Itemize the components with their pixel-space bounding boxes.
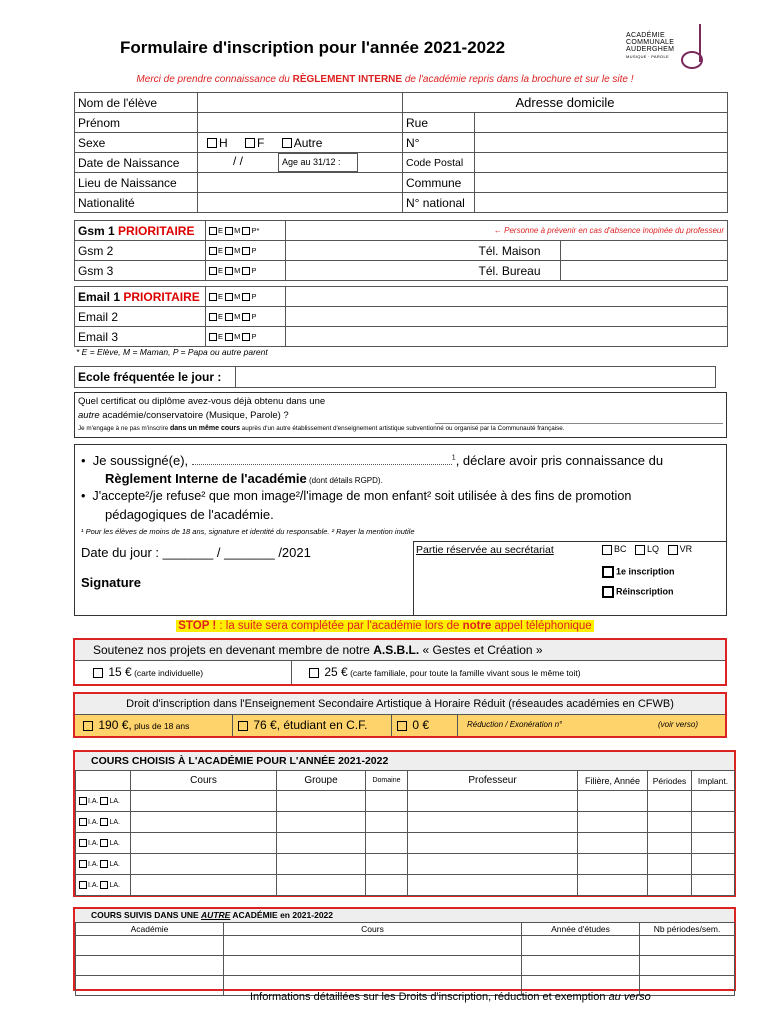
- email1-m-checkbox[interactable]: [225, 293, 233, 301]
- tel-bureau-label: Tél. Bureau: [476, 261, 561, 281]
- email-table: [74, 286, 728, 347]
- tel-maison-field[interactable]: [561, 241, 728, 261]
- secretariat-codes: BC LQ VR: [602, 544, 692, 555]
- autre-box: [73, 907, 736, 991]
- nom-field[interactable]: [198, 93, 403, 113]
- email1-p-checkbox[interactable]: [242, 293, 250, 301]
- email2-p-checkbox[interactable]: [242, 313, 250, 321]
- cours-header: Cours: [131, 771, 277, 791]
- nom-label: Nom de l'élève: [75, 93, 198, 113]
- logo-text: [626, 32, 674, 60]
- commune-label: Commune: [403, 173, 475, 193]
- certificat-field[interactable]: [435, 396, 723, 424]
- rules-notice: Merci de prendre connaissance du RÈGLEMENT INTERNE de l'académie repris dans la brochure et sur le site !: [136, 74, 634, 85]
- gsm2-p-checkbox[interactable]: [242, 247, 250, 255]
- nationalite-field[interactable]: [198, 193, 403, 213]
- email2-who: E M P: [206, 307, 286, 327]
- table-row: I.A. LA.: [76, 875, 735, 896]
- n-national-field[interactable]: [475, 193, 728, 213]
- lieu-label: Lieu de Naissance: [75, 173, 198, 193]
- numero-label: N°: [403, 133, 475, 153]
- logo-line: MUSIQUE · PAROLE: [626, 54, 669, 59]
- reinscription: Réinscription: [602, 586, 674, 598]
- asbl-title: Soutenez nos projets en devenant membre de notre A.S.B.L. « Gestes et Création »: [75, 640, 725, 661]
- date-du-jour[interactable]: Date du jour : _______ / _______ /2021: [81, 545, 311, 560]
- lq-checkbox[interactable]: [635, 545, 645, 555]
- gsm2-who: E M P: [206, 241, 286, 261]
- cours-header: Domaine: [366, 771, 408, 791]
- numero-field[interactable]: [475, 133, 728, 153]
- cours-header: Professeur: [408, 771, 578, 791]
- sexe-options: H F Autre: [198, 133, 403, 153]
- droit-opt1[interactable]: 190 €, plus de 18 ans: [83, 718, 189, 732]
- table-row: I.A. LA.: [76, 791, 735, 812]
- n-national-label: N° national: [403, 193, 475, 213]
- email3-label: Email 3: [75, 327, 206, 347]
- gsm1-label: Gsm 1 PRIORITAIRE: [75, 221, 206, 241]
- voir-verso: (voir verso): [658, 720, 699, 729]
- rue-field[interactable]: [475, 113, 728, 133]
- cours-header: Filière, Année: [578, 771, 648, 791]
- bc-checkbox[interactable]: [602, 545, 612, 555]
- email2-label: Email 2: [75, 307, 206, 327]
- adresse-heading: Adresse domicile: [403, 93, 728, 113]
- gsm3-field[interactable]: [286, 261, 476, 281]
- declaration-bullet2-cont: pédagogiques de l'académie.: [105, 507, 274, 522]
- certificat-box: [74, 392, 727, 438]
- soussigne-field[interactable]: [192, 464, 452, 465]
- nationalite-label: Nationalité: [75, 193, 198, 213]
- date-naissance-label: Date de Naissance: [75, 153, 198, 173]
- email2-m-checkbox[interactable]: [225, 313, 233, 321]
- email1-label: Email 1 PRIORITAIRE: [75, 287, 206, 307]
- droit-title: Droit d'inscription dans l'Enseignement Secondaire Artistique à Horaire Réduit (réseaudes académies en CFWB): [75, 694, 725, 715]
- premiere-inscription: 1e inscription: [602, 566, 675, 578]
- ecole-table: [74, 366, 728, 388]
- gsm1-p-checkbox[interactable]: [242, 227, 250, 235]
- gsm3-p-checkbox[interactable]: [242, 267, 250, 275]
- cours-header: [76, 771, 131, 791]
- form-title: Formulaire d'inscription pour l'année 2021-2022: [120, 38, 506, 57]
- cours-title: COURS CHOISIS À L'ACADÉMIE POUR L'ANNÉE 2021-2022: [75, 752, 734, 771]
- autre-header: Année d'études: [522, 923, 640, 936]
- table-row: [76, 936, 735, 956]
- gsm3-label: Gsm 3: [75, 261, 206, 281]
- autre-header: Académie: [76, 923, 224, 936]
- gsm1-who: E M P*: [206, 221, 286, 241]
- footer-note: Informations détaillées sur les Droits d'inscription, réduction et exemption au verso: [250, 991, 651, 1003]
- gsm2-field[interactable]: [286, 241, 476, 261]
- gsm2-label: Gsm 2: [75, 241, 206, 261]
- secretariat-label: Partie réservée au secrétariat: [416, 544, 554, 556]
- cours-header: Implant.: [692, 771, 735, 791]
- autre-header: Cours: [224, 923, 522, 936]
- ecole-field[interactable]: [236, 367, 716, 388]
- gsm3-m-checkbox[interactable]: [225, 267, 233, 275]
- commune-field[interactable]: [475, 173, 728, 193]
- gsm-table: [74, 220, 728, 281]
- droit-box: [73, 692, 727, 738]
- email3-m-checkbox[interactable]: [225, 333, 233, 341]
- asbl-opt2[interactable]: 25 € (carte familiale, pour toute la famille vivant sous le même toit): [309, 665, 581, 679]
- asbl-opt1[interactable]: 15 € (carte individuelle): [93, 665, 203, 679]
- email3-e-checkbox[interactable]: [209, 333, 217, 341]
- gsm1-e-checkbox[interactable]: [209, 227, 217, 235]
- stop-banner: STOP ! : la suite sera complétée par l'académie lors de notre appel téléphonique: [178, 620, 592, 632]
- gsm1-m-checkbox[interactable]: [225, 227, 233, 235]
- sexe-h-checkbox[interactable]: [207, 138, 217, 148]
- sexe-autre-checkbox[interactable]: [282, 138, 292, 148]
- reinscription-checkbox[interactable]: [602, 586, 614, 598]
- date-naissance-field[interactable]: / / Age au 31/12 :: [198, 153, 403, 173]
- cours-box: [73, 750, 736, 897]
- cours-header: Groupe: [277, 771, 366, 791]
- declaration-reglement: Règlement Interne de l'académie (dont détails RGPD).: [105, 471, 383, 486]
- tel-bureau-field[interactable]: [561, 261, 728, 281]
- email1-who: E M P: [206, 287, 286, 307]
- logo-note-icon: [670, 22, 716, 72]
- droit-opt2[interactable]: 76 €, étudiant en C.F.: [238, 718, 367, 732]
- email3-who: E M P: [206, 327, 286, 347]
- email2-e-checkbox[interactable]: [209, 313, 217, 321]
- prenom-label: Prénom: [75, 113, 198, 133]
- declaration-bullet1: • Je soussigné(e), $^1$, déclare avoir pris connaissance du: [81, 453, 664, 468]
- student-info-table: [74, 92, 728, 213]
- email1-e-checkbox[interactable]: [209, 293, 217, 301]
- tel-maison-label: Tél. Maison: [476, 241, 561, 261]
- declaration-footnote: ¹ Pour les élèves de moins de 18 ans, signature et identité du responsable. ² Rayer la mention inutile: [81, 527, 415, 536]
- sexe-label: Sexe: [75, 133, 198, 153]
- cours-table: [75, 770, 735, 896]
- email3-p-checkbox[interactable]: [242, 333, 250, 341]
- email3-field[interactable]: [286, 327, 728, 347]
- gsm1-note: ← Personne à prévenir en cas d'absence inopinée du professeur: [286, 221, 728, 241]
- droit-options: [75, 715, 725, 736]
- gsm2-e-checkbox[interactable]: [209, 247, 217, 255]
- premiere-checkbox[interactable]: [602, 566, 614, 578]
- autre-header: Nb périodes/sem.: [640, 923, 735, 936]
- autre-title: COURS SUIVIS DANS UNE AUTRE ACADÉMIE en 2021-2022: [75, 909, 734, 923]
- certificat-engagement: Je m'engage à ne pas m'inscrire dans un même cours auprès d'un autre établissement d'enseignement artistique subventionné ou organisé par la Communauté française.: [78, 425, 565, 432]
- academy-logo: [626, 22, 716, 72]
- cours-header: Périodes: [648, 771, 692, 791]
- gsm3-who: E M P: [206, 261, 286, 281]
- gsm2-m-checkbox[interactable]: [225, 247, 233, 255]
- email1-field[interactable]: [286, 287, 728, 307]
- table-row: I.A. LA.: [76, 812, 735, 833]
- declaration-box: [74, 444, 727, 616]
- age-label: Age au 31/12 :: [278, 153, 358, 172]
- ecole-label: Ecole fréquentée le jour :: [75, 367, 236, 388]
- logo-line: COMMUNALE: [626, 39, 675, 46]
- table-row: I.A. LA.: [76, 833, 735, 854]
- droit-opt3[interactable]: 0 €: [397, 718, 429, 732]
- code-postal-label: Code Postal: [403, 153, 475, 173]
- signature-label: Signature: [81, 575, 141, 590]
- table-row: [76, 956, 735, 976]
- table-row: I.A. LA.: [76, 854, 735, 875]
- code-postal-field[interactable]: [475, 153, 728, 173]
- gsm3-e-checkbox[interactable]: [209, 267, 217, 275]
- who-legend: * E = Elève, M = Maman, P = Papa ou autre parent: [76, 347, 268, 357]
- logo-line: AUDERGHEM: [626, 46, 675, 53]
- autre-table: [75, 922, 735, 996]
- rue-label: Rue: [403, 113, 475, 133]
- vr-checkbox[interactable]: [668, 545, 678, 555]
- sexe-f-checkbox[interactable]: [245, 138, 255, 148]
- certificat-line2: autre académie/conservatoire (Musique, Parole) ?: [78, 410, 289, 421]
- logo-line: ACADÉMIE: [626, 32, 665, 39]
- secretariat-box: [413, 541, 726, 615]
- lieu-field[interactable]: [198, 173, 403, 193]
- declaration-bullet2: • J'accepte²/je refuse² que mon image²/l'image de mon enfant² soit utilisée à des fins de promotion: [81, 489, 632, 503]
- asbl-box: [73, 638, 727, 686]
- certificat-line1: Quel certificat ou diplôme avez-vous déjà obtenu dans une: [78, 396, 326, 407]
- reduction-label: Réduction / Exonération n°: [467, 720, 563, 729]
- prenom-field[interactable]: [198, 113, 403, 133]
- email2-field[interactable]: [286, 307, 728, 327]
